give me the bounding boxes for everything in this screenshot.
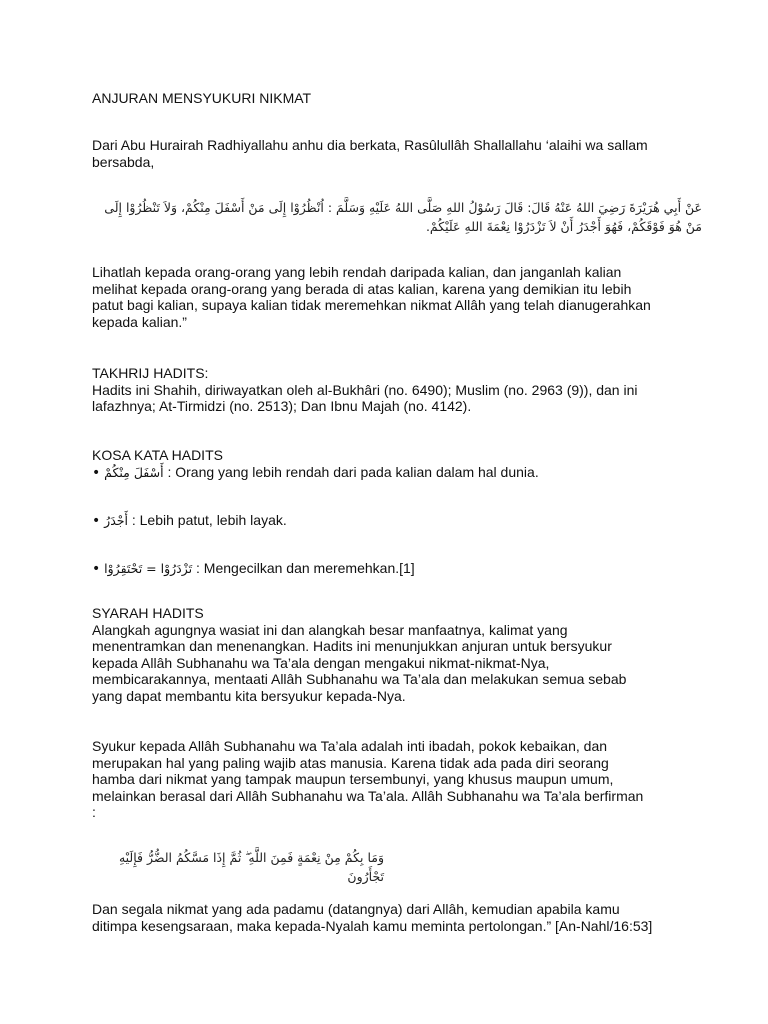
takhrij-section <box>92 365 722 415</box>
translation-line: melihat kepada orang-orang yang berada di atas kalian, karena yang demikian itu lebih <box>92 280 632 297</box>
intro-paragraph <box>92 137 722 170</box>
syarah-heading: SYARAH HADITS <box>92 605 204 621</box>
vocab-arabic: تَزْدَرُوْا = تَحْتَقِرُوْا <box>104 560 193 576</box>
syarah-line: membicarakannya, mentaati Allâh Subhanahu wa Ta’ala dan melakukan semua sebab <box>92 671 627 687</box>
translation-line: kepada kalian.” <box>92 313 187 330</box>
takhrij-heading: TAKHRIJ HADITS: <box>92 365 209 381</box>
vocab-arabic: أَسْفَلَ مِنْكُمْ <box>104 464 164 480</box>
ayah-text: وَمَا بِكُمْ مِنْ نِعْمَةٍ فَمِنَ اللَّهِ ۖ ثُمَّ إِذَا مَسَّكُمُ الضُّرُّ فَإِلَيْهِ تَجْأَرُونَ <box>118 850 384 884</box>
syarah-line: yang dapat membantu kita bersyukur kepada-Nya. <box>92 687 406 704</box>
translation-line: patut bagi kalian, supaya kalian tidak meremehkan nikmat Allâh yang telah dianugerahkan <box>92 297 651 313</box>
syukur-line: : <box>92 804 96 820</box>
vocab-item <box>92 512 722 530</box>
vocab-item <box>92 560 722 578</box>
hadith-arabic-line: عَنْ أَبِي هُرَيْرَةَ رَضِيَ اللهُ عَنْهُ قَالَ: قَالَ رَسُوْلُ اللهِ صَلَّى اللهُ عَلَيْهِ وَسَلَّمَ : اُنْظُرُوْا إِلَى مَنْ أَسْفَلَ مِنْكُمْ، وَلاَ تَنْظُرُوْا إِلَى <box>104 200 702 215</box>
vocab-item <box>92 464 722 482</box>
closing-line: Dan segala nikmat yang ada padamu (datangnya) dari Allâh, kemudian apabila kamu <box>92 901 620 917</box>
closing-line: ditimpa kesengsaraan, maka kepada-Nyalah kamu meminta pertolongan.” [An-Nahl/16:53] <box>92 917 653 934</box>
syarah-section <box>92 605 722 704</box>
bullet-icon: • <box>92 513 101 529</box>
syarah-line: Alangkah agungnya wasiat ini dan alangkah besar manfaatnya, kalimat yang <box>92 621 568 638</box>
takhrij-line: Hadits ini Shahih, diriwayatkan oleh al-Bukhâri (no. 6490); Muslim (no. 2963 (9)), dan ini <box>92 381 638 398</box>
syukur-line: Syukur kepada Allâh Subhanahu wa Ta’ala adalah inti ibadah, pokok kebaikan, dan <box>92 738 608 754</box>
bullet-icon: • <box>92 464 101 481</box>
vocab-arabic: أَجْدَرُ <box>104 513 128 528</box>
vocab-meaning: : Mengecilkan dan meremehkan.[1] <box>196 559 415 576</box>
bullet-icon: • <box>92 560 101 577</box>
takhrij-line: lafazhnya; At-Tirmidzi (no. 2513); Dan Ibnu Majah (no. 4142). <box>92 398 472 414</box>
ayah-translation <box>92 901 722 934</box>
kosa-kata-heading: KOSA KATA HADITS <box>92 447 223 463</box>
syukur-line: merupakan hal yang paling wajib atas manusia. Karena tidak ada pada diri seorang <box>92 754 609 771</box>
syukur-line: melainkan berasal dari Allâh Subhanahu wa Ta’ala. Allâh Subhanahu wa Ta’ala berfirman <box>92 787 644 804</box>
syukur-paragraph <box>92 738 722 821</box>
hadith-arabic-line: مَنْ هُوَ فَوْقَكُمْ، فَهُوَ أَجْدَرُ أَنْ لاَ تَزْدَرُوْا نِعْمَةَ اللهِ عَلَيْكُمْ. <box>425 219 702 234</box>
translation-line: Lihatlah kepada orang-orang yang lebih rendah daripada kalian, dan janganlah kalian <box>92 264 622 280</box>
quran-ayah-arabic <box>92 848 384 886</box>
document-title <box>92 90 722 107</box>
intro-line: bersabda, <box>92 153 155 170</box>
vocab-meaning: : Lebih patut, lebih layak. <box>131 512 287 528</box>
syarah-line: kepada Allâh Subhanahu wa Ta’ala dengan mengakui nikmat-nikmat-Nya, <box>92 654 550 671</box>
kosa-kata-section <box>92 447 722 577</box>
hadith-translation <box>92 264 722 330</box>
vocab-meaning: : Orang yang lebih rendah dari pada kalian dalam hal dunia. <box>167 463 539 480</box>
hadith-arabic-text <box>92 198 702 236</box>
syukur-line: hamba dari nikmat yang tampak maupun tersembunyi, yang khusus maupun umum, <box>92 771 614 787</box>
syarah-line: menentramkan dan menenangkan. Hadits ini menunjukkan anjuran untuk bersyukur <box>92 638 612 654</box>
intro-line: Dari Abu Hurairah Radhiyallahu anhu dia berkata, Rasûlullâh Shallallahu ‘alaihi wa sallam <box>92 137 648 153</box>
title-text: ANJURAN MENSYUKURI NIKMAT <box>92 90 312 106</box>
